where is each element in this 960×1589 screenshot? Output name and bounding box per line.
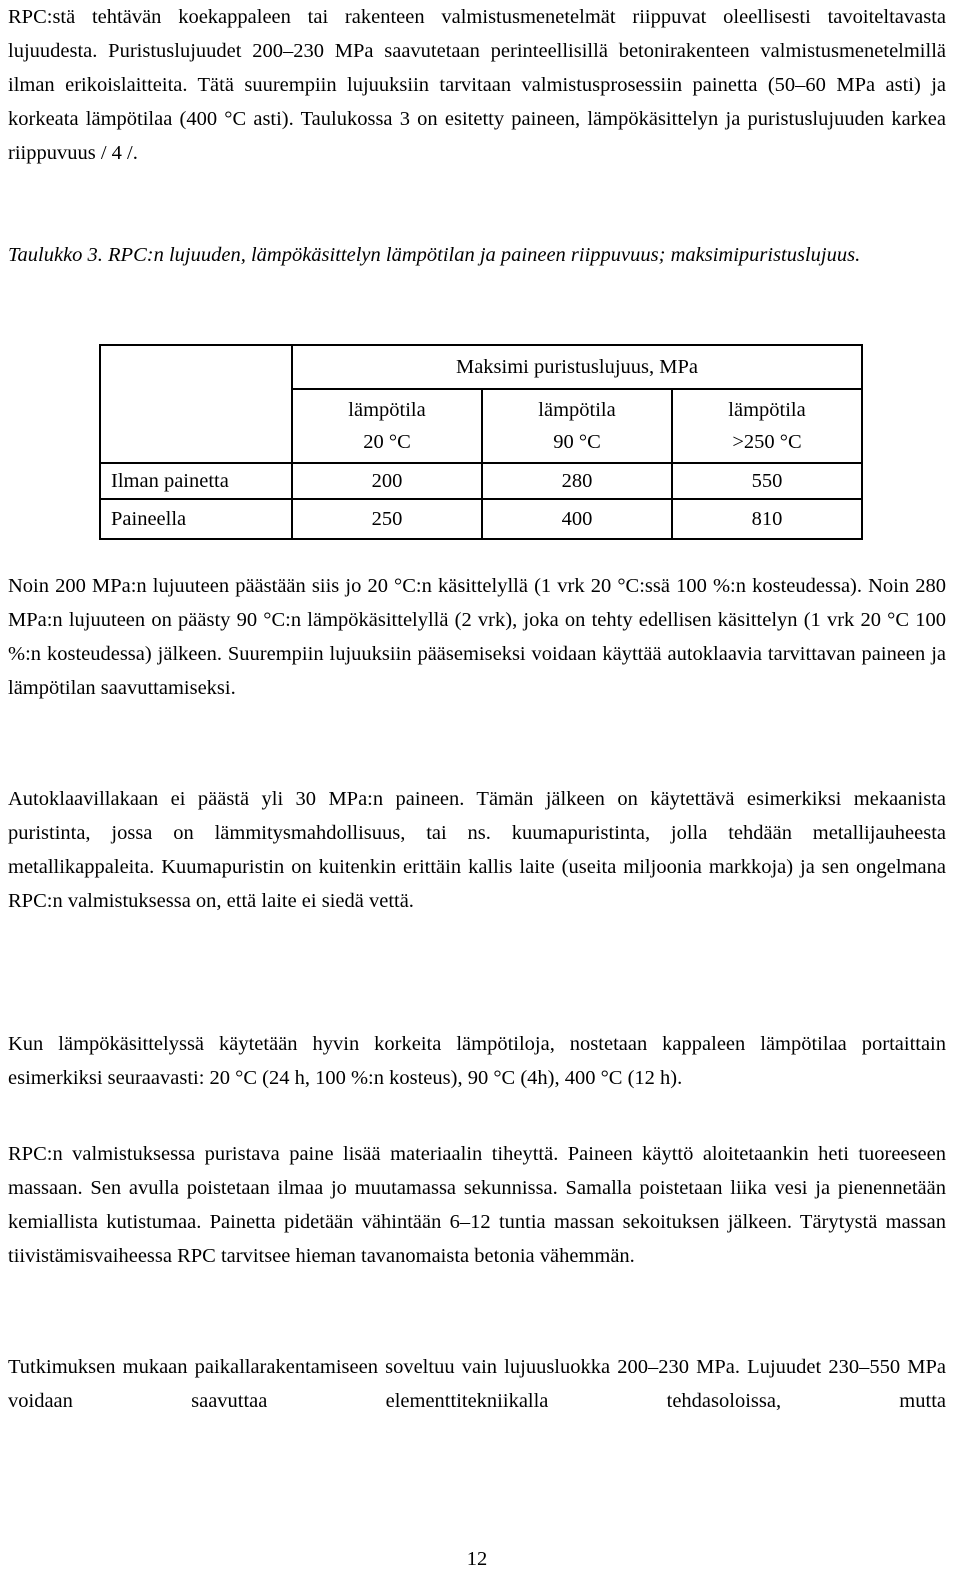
column-label: lämpötila: [728, 399, 806, 421]
paragraph-autoclave: Autoklaavillakaan ei päästä yli 30 MPa:n paineen. Tämän jälkeen on käytettävä esimerkiksi mekaanista puristinta, jossa on lämmitysmahdollisuus, tai ns. kuumapuristinta, jolla tehdään metallijauheesta metallikappaleita. Kuumapuristin on kuitenkin erittäin kallis laite (useita miljoonia markkoja) ja sen ongelmana RPC:n valmistuksessa on, että laite ei siedä vettä.: [8, 788, 946, 912]
table-corner-cell: [100, 345, 292, 463]
paragraph-intro: RPC:stä tehtävän koekappaleen tai rakenteen valmistusmenetelmät riippuvat oleellisesti tavoiteltavasta lujuudesta. Puristuslujuudet 200–230 MPa saavutetaan perinteellisillä betonirakenteen valmistusmenetelmillä ilman erikoislaitteita. Tätä suurempiin lujuuksiin tarvitaan valmistusprosessiin painetta (50–60 MPa asti) ja korkeata lämpötilaa (400 °C asti). Taulukossa 3 on esitetty paineen, lämpökäsittelyn ja puristuslujuuden karkea riippuvuus / 4 /.: [8, 6, 946, 164]
paragraph-pressure: RPC:n valmistuksessa puristava paine lisää materiaalin tiheyttä. Paineen käyttö aloitetaankin heti tuoreeseen massaan. Sen avulla poistetaan ilmaa jo muutamassa sekunnissa. Samalla poistetaan liika vesi ja pienennetään kemiallista kutistumaa. Painetta pidetään vähintään 6–12 tuntia massan sekoituksen jälkeen. Tärytystä massan tiivistämisvaiheessa RPC tarvitsee hieman tavanomaista betonia vähemmän.: [8, 1143, 946, 1267]
table-column-header: [482, 389, 672, 463]
table-column-header: [292, 389, 482, 463]
table-cell: 280: [482, 463, 672, 499]
table-cell: 810: [672, 499, 862, 539]
column-value: 90 °C: [553, 431, 601, 453]
table-row: [100, 463, 862, 499]
paragraph-research: Tutkimuksen mukaan paikallarakentamiseen soveltuu vain lujuusluokka 200–230 MPa. Lujuudet 230–550 MPa voidaan saavuttaa elementtitekniikalla tehdasoloissa, mutta: [8, 1356, 946, 1412]
column-label: lämpötila: [348, 399, 426, 421]
table-cell: 400: [482, 499, 672, 539]
strength-table: [99, 344, 863, 540]
table-cell: 550: [672, 463, 862, 499]
row-label: Ilman painetta: [100, 463, 292, 499]
table-column-header: [672, 389, 862, 463]
paragraph-heating-steps: Kun lämpökäsittelyssä käytetään hyvin korkeita lämpötiloja, nostetaan kappaleen lämpötilaa portaittain esimerkiksi seuraavasti: 20 °C (24 h, 100 %:n kosteus), 90 °C (4h), 400 °C (12 h).: [8, 1033, 946, 1089]
table-row: [100, 499, 862, 539]
table-cell: 250: [292, 499, 482, 539]
column-value: 20 °C: [363, 431, 411, 453]
table-caption: Taulukko 3. RPC:n lujuuden, lämpökäsittelyn lämpötilan ja paineen riippuvuus; maksimipuristuslujuus.: [8, 244, 861, 266]
table-cell: 200: [292, 463, 482, 499]
table-main-header: Maksimi puristuslujuus, MPa: [292, 345, 862, 389]
column-label: lämpötila: [538, 399, 616, 421]
paragraph-treatment: Noin 200 MPa:n lujuuteen päästään siis jo 20 °C:n käsittelyllä (1 vrk 20 °C:ssä 100 %:n kosteudessa). Noin 280 MPa:n lujuuteen on päästy 90 °C:n lämpökäsittelyllä (2 vrk), joka on tehty edellisen käsittelyn (1 vrk 20 °C 100 %:n kosteudessa) jälkeen. Suurempiin lujuuksiin pääsemiseksi voidaan käyttää autoklaavia tarvittavan paineen ja lämpötilan saavuttamiseksi.: [8, 575, 946, 699]
page-number: 12: [466, 1548, 488, 1570]
row-label: Paineella: [100, 499, 292, 539]
column-value: >250 °C: [732, 431, 802, 453]
